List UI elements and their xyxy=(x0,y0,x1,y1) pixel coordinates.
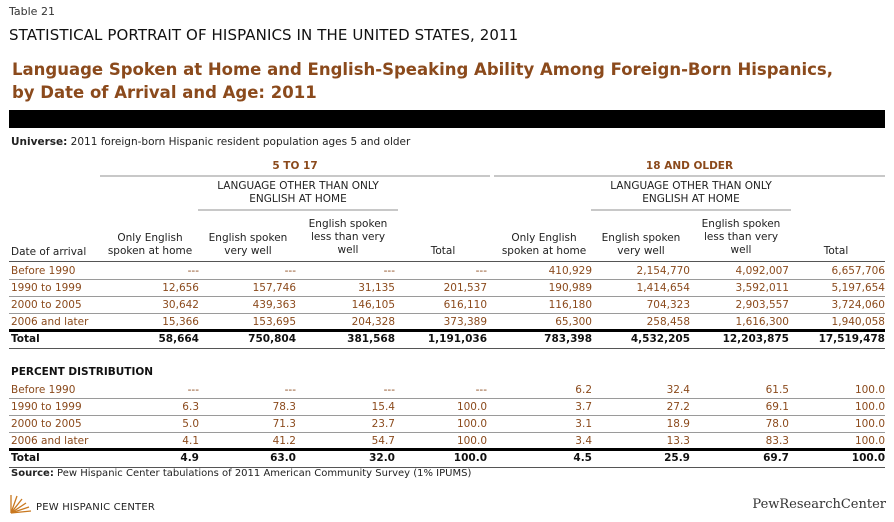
source-note xyxy=(11,468,471,479)
table-cell: 69.1 xyxy=(765,401,789,413)
table-cell: 153,695 xyxy=(252,316,296,328)
table-cell: 5.0 xyxy=(182,418,199,430)
table-number: Table 21 xyxy=(9,5,55,18)
col-header-line: spoken at home xyxy=(501,245,587,257)
subgroup-header-right xyxy=(591,180,791,206)
table-cell: --- xyxy=(383,265,395,277)
group-header-5-to-17: 5 TO 17 xyxy=(272,160,318,172)
table-cell: --- xyxy=(187,265,199,277)
table-cell: 100.0 xyxy=(854,384,885,396)
table-cell: 78.3 xyxy=(272,401,296,413)
table-cell: 27.2 xyxy=(666,401,690,413)
subgroup-line-1: LANGUAGE OTHER THAN ONLY xyxy=(217,180,379,192)
table-cell: 3.4 xyxy=(575,435,592,447)
table-row xyxy=(9,280,885,297)
row-label: 2006 and later xyxy=(11,435,89,447)
table-cell: 100.0 xyxy=(456,435,487,447)
total-cell: 58,664 xyxy=(158,333,199,345)
table-cell: 1,414,654 xyxy=(636,282,690,294)
total-cell: 381,568 xyxy=(347,333,395,345)
col-header-less-than xyxy=(691,218,791,257)
col-header-less-than xyxy=(298,218,398,257)
table-cell: 5,197,654 xyxy=(831,282,885,294)
table-cell: --- xyxy=(284,384,296,396)
universe-label: Universe: xyxy=(11,136,68,148)
table-cell: 6.2 xyxy=(575,384,592,396)
table-cell: 3.1 xyxy=(575,418,592,430)
table-row xyxy=(9,382,885,399)
table-cell: 204,328 xyxy=(351,316,395,328)
table-cell: 18.9 xyxy=(666,418,690,430)
total-cell: 4.5 xyxy=(573,452,592,464)
row-label: 2000 to 2005 xyxy=(11,299,82,311)
table-cell: 116,180 xyxy=(548,299,592,311)
table-cell: 54.7 xyxy=(371,435,395,447)
col-header-only-english xyxy=(494,232,594,258)
subgroup-rule-left xyxy=(198,209,398,211)
title-rule xyxy=(9,110,885,128)
col-header-total: Total xyxy=(823,245,849,257)
universe-note xyxy=(11,136,410,148)
col-header-line: very well xyxy=(617,245,665,257)
col-header-very-well xyxy=(198,232,298,258)
group-rule-5-to-17 xyxy=(100,175,490,177)
table-cell: --- xyxy=(383,384,395,396)
total-cell: 17,519,478 xyxy=(818,333,885,345)
table-row xyxy=(9,416,885,433)
table-cell: 61.5 xyxy=(765,384,789,396)
subgroup-line-2: ENGLISH AT HOME xyxy=(249,193,347,205)
table-cell: 201,537 xyxy=(443,282,487,294)
table-cell: 31,135 xyxy=(358,282,395,294)
total-cell: 750,804 xyxy=(248,333,296,345)
table-cell: 4,092,007 xyxy=(735,265,789,277)
table-cell: 13.3 xyxy=(666,435,690,447)
percent-distribution-heading: PERCENT DISTRIBUTION xyxy=(11,366,154,378)
table-cell: 65,300 xyxy=(555,316,592,328)
table-cell: 23.7 xyxy=(371,418,395,430)
pew-hispanic-logo-text: PEW HISPANIC CENTER xyxy=(36,502,156,513)
col-header-line: very well xyxy=(224,245,272,257)
total-cell: 1,191,036 xyxy=(427,333,487,345)
table-cell: 100.0 xyxy=(854,435,885,447)
table-cell: 32.4 xyxy=(666,384,690,396)
table-cell: 2,154,770 xyxy=(636,265,690,277)
table-cell: --- xyxy=(284,265,296,277)
table-cell: 704,323 xyxy=(646,299,690,311)
col-header-only-english xyxy=(100,232,200,258)
col-header-line: less than very xyxy=(703,231,779,243)
total-row xyxy=(9,450,885,467)
table-cell: --- xyxy=(475,265,487,277)
table-cell: 258,458 xyxy=(646,316,690,328)
table-cell: 100.0 xyxy=(456,418,487,430)
col-header-very-well xyxy=(591,232,691,258)
table-cell: 4.1 xyxy=(182,435,199,447)
group-header-18-and-older: 18 AND OLDER xyxy=(645,160,734,172)
col-header-line: Only English xyxy=(117,232,183,244)
table-cell: 1,616,300 xyxy=(735,316,789,328)
table-cell: 83.3 xyxy=(765,435,789,447)
source-label: Source: xyxy=(11,468,54,479)
col-header-line: English spoken xyxy=(601,232,681,244)
table-cell: 15,366 xyxy=(162,316,199,328)
total-cell: 100.0 xyxy=(453,452,487,464)
col-header-line: English spoken xyxy=(208,232,288,244)
row-label: 1990 to 1999 xyxy=(11,282,82,294)
title-line-1: Language Spoken at Home and English-Speaking Ability Among Foreign-Born Hispanics, xyxy=(12,60,833,79)
table-cell: 373,389 xyxy=(443,316,487,328)
total-cell: 100.0 xyxy=(851,452,885,464)
row-label: Before 1990 xyxy=(11,384,76,396)
total-cell: 32.0 xyxy=(369,452,395,464)
title-line-2: by Date of Arrival and Age: 2011 xyxy=(12,83,317,102)
table-cell: 410,929 xyxy=(548,265,592,277)
subgroup-header-left xyxy=(198,180,398,206)
table-cell: --- xyxy=(187,384,199,396)
col-header-line: well xyxy=(730,244,752,256)
col-header-line: English spoken xyxy=(308,218,388,230)
col-header-line: spoken at home xyxy=(107,245,193,257)
table-cell: 6.3 xyxy=(182,401,199,413)
total-cell: 4.9 xyxy=(180,452,199,464)
col-header-line: well xyxy=(337,244,359,256)
series-title: STATISTICAL PORTRAIT OF HISPANICS IN THE UNITED STATES, 2011 xyxy=(9,26,519,44)
subgroup-line-1: LANGUAGE OTHER THAN ONLY xyxy=(610,180,772,192)
table-cell: 157,746 xyxy=(252,282,296,294)
table-cell: 100.0 xyxy=(854,418,885,430)
col-header-total: Total xyxy=(430,245,456,257)
header-rule xyxy=(9,261,885,262)
table-cell: 78.0 xyxy=(765,418,789,430)
table-cell: 12,656 xyxy=(162,282,199,294)
table-cell: 6,657,706 xyxy=(831,265,885,277)
group-rule-18-and-older xyxy=(494,175,885,177)
table-cell: 190,989 xyxy=(548,282,592,294)
source-text: Pew Hispanic Center tabulations of 2011 American Community Survey (1% IPUMS) xyxy=(53,468,472,479)
table-cell: 30,642 xyxy=(162,299,199,311)
table-row xyxy=(9,399,885,416)
total-cell: 63.0 xyxy=(270,452,296,464)
col-header-line: less than very xyxy=(310,231,386,243)
table-cell: 15.4 xyxy=(371,401,395,413)
table-cell: 146,105 xyxy=(351,299,395,311)
total-cell: 25.9 xyxy=(664,452,690,464)
table-cell: 439,363 xyxy=(252,299,296,311)
row-label: 2006 and later xyxy=(11,316,89,328)
subgroup-rule-right xyxy=(591,209,791,211)
col-header-line: English spoken xyxy=(701,218,781,230)
row-label: Total xyxy=(11,452,40,464)
page-title xyxy=(12,58,882,104)
table-cell: 616,110 xyxy=(443,299,487,311)
table-bottom-rule xyxy=(9,348,885,349)
row-label: Before 1990 xyxy=(11,265,76,277)
table-cell: 2,903,557 xyxy=(735,299,789,311)
subgroup-line-2: ENGLISH AT HOME xyxy=(642,193,740,205)
total-cell: 4,532,205 xyxy=(630,333,690,345)
table-row xyxy=(9,263,885,280)
table-row xyxy=(9,297,885,314)
table-cell: 1,940,058 xyxy=(831,316,885,328)
row-label: Total xyxy=(11,333,40,345)
table-cell: 100.0 xyxy=(456,401,487,413)
table-cell: --- xyxy=(475,384,487,396)
row-label: 2000 to 2005 xyxy=(11,418,82,430)
table-cell: 71.3 xyxy=(272,418,296,430)
total-cell: 783,398 xyxy=(544,333,592,345)
row-label: 1990 to 1999 xyxy=(11,401,82,413)
table-cell: 41.2 xyxy=(272,435,296,447)
total-cell: 12,203,875 xyxy=(722,333,789,345)
total-row xyxy=(9,331,885,348)
table-cell: 100.0 xyxy=(854,401,885,413)
total-cell: 69.7 xyxy=(763,452,789,464)
col-header-line: Only English xyxy=(511,232,577,244)
table-cell: 3,592,011 xyxy=(735,282,789,294)
pew-research-logo: PewResearchCenter xyxy=(752,497,886,512)
fan-logo-icon xyxy=(9,492,35,514)
col-header-date: Date of arrival xyxy=(11,246,87,258)
table-cell: 3,724,060 xyxy=(831,299,885,311)
table-cell: 3.7 xyxy=(575,401,592,413)
universe-text: 2011 foreign-born Hispanic resident population ages 5 and older xyxy=(67,136,411,148)
